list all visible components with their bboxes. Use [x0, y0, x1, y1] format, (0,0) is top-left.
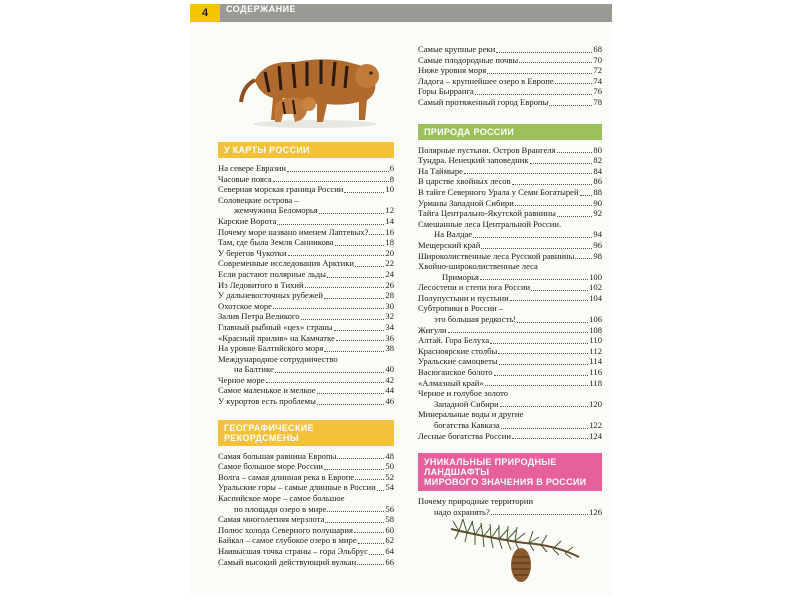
section-header-nature: ПРИРОДА РОССИИ — [418, 124, 602, 140]
toc-entry[interactable]: Часовые пояса 8 — [218, 173, 394, 184]
toc-entry[interactable]: Там, где была Земля Санникова 18 — [218, 237, 394, 248]
toc-entry[interactable]: Алтай. Гора Белуха 110 — [418, 335, 602, 346]
toc-entry[interactable]: Наивысшая точка страны – гора Эльбрус 64 — [218, 546, 394, 556]
toc-entry-line[interactable]: Почему природные территории — [418, 496, 534, 507]
toc-entry[interactable]: Самая большая равнина Европы 48 — [218, 450, 394, 461]
section-header-unique-line1: УНИКАЛЬНЫЕ ПРИРОДНЫЕ ЛАНДШАФТЫ — [424, 457, 557, 478]
records-entries — [218, 451, 394, 568]
toc-entry[interactable]: Полярные пустыни. Остров Врангеля 80 — [418, 144, 602, 155]
toc-entry[interactable]: Тайга Центрально-Якутской равнины 92 — [418, 208, 602, 219]
running-header-bar — [190, 4, 612, 22]
running-title: СОДЕРЖАНИЕ — [226, 4, 297, 14]
page-number: 4 — [190, 4, 220, 22]
book-page — [190, 4, 612, 596]
section-header-unique-line2: МИРОВОГО ЗНАЧЕНИЯ В РОССИИ — [424, 477, 587, 488]
spruce-branch-illustration — [445, 509, 585, 587]
toc-entry[interactable]: Тундра. Ненецкий заповедник 82 — [418, 155, 602, 166]
toc-entry[interactable]: На Таймыре 84 — [418, 165, 602, 176]
toc-entry[interactable]: на Балтике 40 — [234, 364, 394, 375]
toc-entry-line[interactable]: Соловецкие острова – — [218, 194, 299, 205]
toc-entry[interactable]: На уровне Балтийского моря 38 — [218, 343, 394, 354]
toc-entry[interactable]: Уральские самоцветы 114 — [418, 356, 602, 367]
toc-entry[interactable]: Залив Петра Великого 32 — [218, 311, 394, 322]
records-continued-entries — [418, 44, 602, 108]
toc-entry[interactable]: Самые плодородные почвы 70 — [418, 54, 602, 65]
toc-entry[interactable]: Современные исследования Арктики 22 — [218, 258, 394, 269]
toc-entry[interactable]: Лесные богатства России 124 — [418, 430, 602, 441]
toc-entry-line[interactable]: Субтропики в России – — [418, 303, 504, 314]
toc-entry[interactable]: Карские Ворота 14 — [218, 215, 394, 226]
toc-entry-line[interactable]: Смешанные леса Центральной России. — [418, 218, 562, 229]
toc-entry[interactable]: Уральские горы – самые длинные в России 54 — [218, 482, 394, 493]
toc-entry[interactable]: Самое большое море России 50 — [218, 461, 394, 472]
nature-entries — [418, 145, 602, 442]
toc-entry[interactable]: Западной Сибири 120 — [434, 398, 602, 409]
tiger-illustration — [235, 42, 385, 130]
toc-entry[interactable]: Полупустыни и пустыни 104 — [418, 292, 602, 303]
toc-entry[interactable]: Самый протяженный город Европы 78 — [418, 96, 602, 107]
toc-entry[interactable]: Ладога – крупнейшее озеро в Европе 74 — [418, 75, 602, 86]
toc-entry[interactable]: жемчужина Беломорья 12 — [234, 205, 394, 216]
toc-entry[interactable]: по площади озеро в мире 56 — [234, 503, 394, 514]
toc-entry-line[interactable]: Каспийское море – самое большое — [218, 493, 345, 504]
toc-entry[interactable]: Приморья 100 — [442, 271, 602, 282]
toc-entry[interactable]: Горы Бырранга 76 — [418, 86, 602, 97]
toc-entry-line[interactable]: Минеральные воды и другие — [418, 409, 524, 420]
section-header-russia-map: У КАРТЫ РОССИИ — [218, 142, 394, 158]
left-column — [218, 142, 394, 567]
right-column — [418, 44, 602, 517]
toc-entry[interactable]: «Красный прилив» на Камчатке 36 — [218, 332, 394, 343]
section-header-unique — [418, 453, 602, 491]
toc-entry[interactable]: Главный рыбный «цех» страны 34 — [218, 321, 394, 332]
toc-entry[interactable]: «Алмазный край» 118 — [418, 377, 602, 388]
toc-entry[interactable]: Широколиственные леса Русской равнины 98 — [418, 250, 602, 261]
toc-entry[interactable]: богатства Кавказа 122 — [434, 420, 602, 430]
toc-entry[interactable]: В тайге Северного Урала у Семи Богатырей 88 — [418, 186, 602, 197]
toc-entry[interactable]: Самый высокий действующий вулкан 66 — [218, 556, 394, 567]
toc-entry[interactable]: Байкал – самое глубокое озеро в мире 62 — [218, 535, 394, 546]
toc-entry[interactable]: Мещерский край 96 — [418, 239, 602, 250]
toc-entry[interactable]: Самая многолетняя мерзлота 58 — [218, 514, 394, 525]
toc-entry[interactable]: Жигули 108 — [418, 324, 602, 335]
toc-entry[interactable]: надо охранять? 126 — [434, 506, 602, 517]
section-header-records: ГЕОГРАФИЧЕСКИЕ РЕКОРДСМЕНЫ — [218, 420, 394, 446]
toc-entry[interactable]: Урманы Западной Сибири 90 — [418, 197, 602, 208]
toc-entry-line[interactable]: Международное сотрудничество — [218, 353, 338, 364]
toc-entry[interactable]: У дальневосточных рубежей 28 — [218, 290, 394, 301]
toc-entry[interactable]: это большая редкость! 106 — [434, 314, 602, 325]
toc-entry[interactable]: Почему море названо именем Лаптевых? 16 — [218, 226, 394, 237]
toc-entry[interactable]: Северная морская граница России 10 — [218, 184, 394, 195]
toc-entry[interactable]: Полюс холода Северного полушария 60 — [218, 524, 394, 535]
toc-entry[interactable]: У курортов есть проблемы 46 — [218, 396, 394, 407]
toc-entry[interactable]: Васюганское болото 116 — [418, 367, 602, 378]
toc-entry-line[interactable]: Черное и голубое золото — [418, 388, 509, 399]
toc-entry-line[interactable]: Хвойно-широколиственные леса — [418, 261, 538, 272]
toc-entry[interactable]: Охотское море 30 — [218, 300, 394, 311]
toc-entry[interactable]: Из Ледовитого в Тихий 26 — [218, 279, 394, 290]
russia-map-entries — [218, 163, 394, 407]
toc-entry[interactable]: В царстве хвойных лесов 86 — [418, 176, 602, 187]
toc-entry[interactable]: Черное море 42 — [218, 374, 394, 385]
toc-entry[interactable]: На Валдае 94 — [434, 229, 602, 240]
toc-entry[interactable]: На севере Евразии 6 — [218, 163, 394, 173]
toc-entry[interactable]: Ниже уровня моря 72 — [418, 65, 602, 76]
toc-entry[interactable]: Красноярские столбы 112 — [418, 345, 602, 356]
toc-entry[interactable]: Самое маленькое и мелкое 44 — [218, 385, 394, 396]
toc-entry[interactable]: У берегов Чукотки 20 — [218, 247, 394, 258]
toc-entry[interactable]: Волга – самая длинная река в Европе 52 — [218, 471, 394, 482]
toc-entry[interactable]: Если растают полярные льды 24 — [218, 268, 394, 279]
toc-entry[interactable]: Лесостепи и степи юга России 102 — [418, 282, 602, 293]
toc-entry[interactable]: Самые крупные реки 68 — [418, 44, 602, 54]
